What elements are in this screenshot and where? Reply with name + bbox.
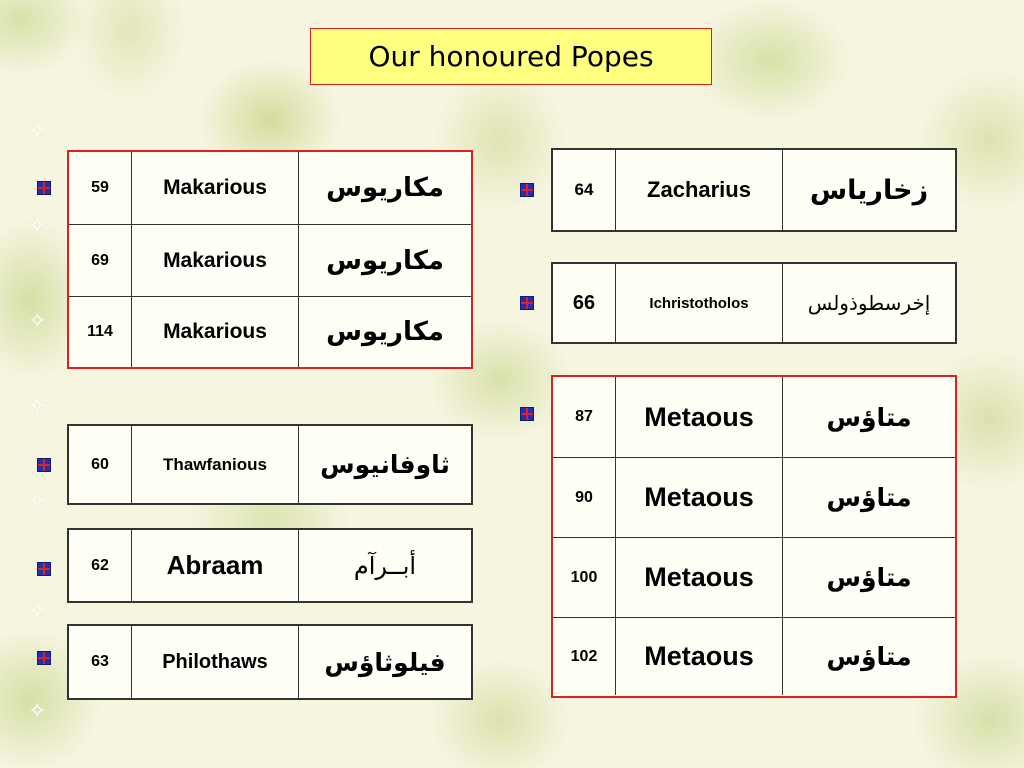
sparkle-icon: ✧ bbox=[28, 393, 47, 418]
pope-number: 102 bbox=[570, 647, 598, 665]
cross-bullet-icon bbox=[37, 651, 51, 665]
pope-table-philothaws bbox=[67, 624, 473, 700]
pope-number: 60 bbox=[91, 455, 109, 473]
pope-number: 69 bbox=[91, 251, 109, 269]
pope-number: 63 bbox=[91, 653, 109, 670]
pope-name-arabic: مكاريوس bbox=[298, 225, 471, 296]
table-row bbox=[69, 626, 471, 698]
cross-bullet-icon bbox=[520, 296, 534, 310]
table-row bbox=[553, 150, 955, 230]
cross-bullet-icon bbox=[37, 458, 51, 472]
pope-name: Abraam bbox=[131, 530, 298, 601]
pope-name: Metaous bbox=[615, 458, 782, 537]
pope-table-abraam bbox=[67, 528, 473, 603]
table-row bbox=[69, 296, 471, 367]
table-row bbox=[553, 377, 955, 457]
cross-bullet-icon bbox=[37, 181, 51, 195]
pope-name-arabic: متاؤس bbox=[782, 458, 955, 537]
pope-table-makarious bbox=[67, 150, 473, 369]
pope-name-arabic: ثاوفانيوس bbox=[298, 426, 471, 503]
pope-name: Makarious bbox=[131, 225, 298, 296]
pope-number: 66 bbox=[572, 291, 596, 314]
pope-name: Metaous bbox=[615, 377, 782, 457]
sparkle-icon: ✧ bbox=[28, 308, 47, 333]
pope-name-arabic: إخرسطوذولس bbox=[782, 264, 955, 342]
sparkle-icon: ✧ bbox=[28, 598, 47, 623]
cross-bullet-icon bbox=[520, 183, 534, 197]
pope-number: 100 bbox=[570, 568, 598, 586]
pope-number: 90 bbox=[575, 488, 593, 506]
table-row bbox=[69, 426, 471, 503]
pope-number: 64 bbox=[574, 180, 594, 199]
pope-name: Makarious bbox=[131, 152, 298, 224]
sparkle-icon: ✧ bbox=[28, 698, 47, 723]
pope-name-arabic: فيلوثاؤس bbox=[298, 626, 471, 698]
table-row bbox=[69, 152, 471, 224]
pope-name: Makarious bbox=[131, 297, 298, 367]
cross-bullet-icon bbox=[520, 407, 534, 421]
pope-name-arabic: متاؤس bbox=[782, 618, 955, 695]
pope-table-ichristotholos bbox=[551, 262, 957, 344]
pope-name: Metaous bbox=[615, 618, 782, 695]
pope-name: Zacharius bbox=[615, 150, 782, 230]
pope-number: 62 bbox=[91, 556, 109, 574]
pope-name-arabic: زخارياس bbox=[782, 150, 955, 230]
table-row bbox=[553, 537, 955, 617]
pope-name: Philothaws bbox=[131, 626, 298, 698]
sparkle-icon: ✧ bbox=[28, 118, 47, 143]
sparkle-icon: ✧ bbox=[28, 488, 47, 513]
table-row bbox=[553, 457, 955, 537]
table-row bbox=[553, 617, 955, 695]
pope-name-arabic: مكاريوس bbox=[298, 152, 471, 224]
pope-table-thawfanious bbox=[67, 424, 473, 505]
pope-table-metaous bbox=[551, 375, 957, 698]
pope-name: Ichristotholos bbox=[615, 264, 782, 342]
pope-name-arabic: أبــرآم bbox=[298, 530, 471, 601]
pope-name-arabic: مكاريوس bbox=[298, 297, 471, 367]
cross-bullet-icon bbox=[37, 562, 51, 576]
pope-table-zacharius bbox=[551, 148, 957, 232]
pope-number: 59 bbox=[91, 179, 109, 196]
pope-name-arabic: متاؤس bbox=[782, 538, 955, 617]
pope-number: 87 bbox=[575, 408, 593, 425]
pope-name: Thawfanious bbox=[131, 426, 298, 503]
table-row bbox=[553, 264, 955, 342]
table-row bbox=[69, 224, 471, 296]
pope-name: Metaous bbox=[615, 538, 782, 617]
page-title: Our honoured Popes bbox=[310, 28, 712, 85]
table-row bbox=[69, 530, 471, 601]
pope-number: 114 bbox=[87, 323, 113, 340]
pope-name-arabic: متاؤس bbox=[782, 377, 955, 457]
sparkle-icon: ✧ bbox=[28, 213, 47, 238]
